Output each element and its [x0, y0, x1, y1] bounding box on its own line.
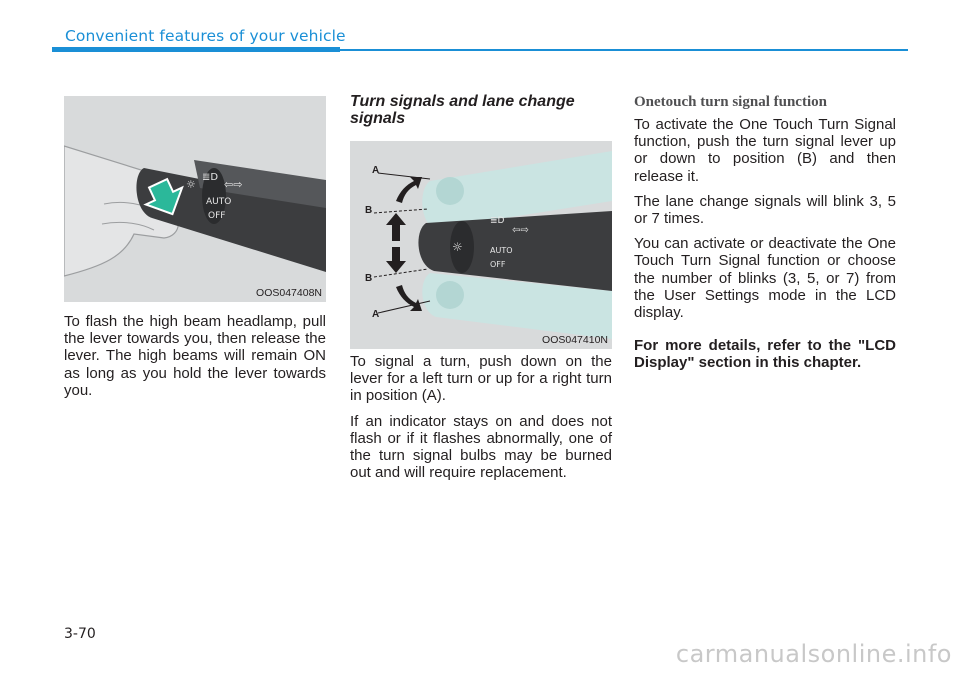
paragraph: You can activate or deactivate the One Touch Turn Signal function or choose the number of blinks (3, 5, or 7) from the User Settings mode in the LCD display. — [634, 235, 896, 322]
turn-signal-illustration — [350, 141, 612, 349]
svg-text:⇦⇨: ⇦⇨ — [512, 225, 529, 236]
svg-text:≣D: ≣D — [202, 172, 219, 183]
column2-text — [350, 353, 612, 489]
high-beam-illustration — [64, 96, 326, 302]
label-a-bottom: A — [372, 309, 380, 320]
page-number: 3-70 — [64, 626, 96, 642]
header-title: Convenient features of your vehicle — [65, 27, 346, 45]
svg-text:≣D: ≣D — [490, 216, 505, 226]
figure-code: OOS047410N — [542, 334, 608, 346]
svg-text:☼: ☼ — [186, 178, 196, 191]
svg-text:OFF: OFF — [490, 260, 506, 269]
column3-text — [634, 116, 896, 380]
svg-text:AUTO: AUTO — [490, 246, 513, 255]
svg-text:AUTO: AUTO — [206, 197, 232, 207]
paragraph: To signal a turn, push down on the lever for a left turn or up for a right turn in position (A). — [350, 353, 612, 405]
paragraph: If an indicator stays on and does not flash or if it flashes abnormally, one of the turn signal bulbs may be burned out and will require replacement. — [350, 412, 612, 482]
label-b-top: B — [365, 205, 373, 216]
header-bar-left — [52, 47, 340, 52]
column1-text — [64, 313, 326, 407]
figure-turn-signals — [350, 141, 612, 349]
label-a-top: A — [372, 165, 380, 176]
header-bar-right — [340, 49, 908, 51]
svg-text:⇦⇨: ⇦⇨ — [224, 178, 243, 191]
figure-high-beam — [64, 96, 326, 302]
paragraph: The lane change signals will blink 3, 5 or 7 times. — [634, 192, 896, 228]
figure-code: OOS047408N — [256, 287, 322, 299]
column2-heading: Turn signals and lane change signals — [350, 93, 575, 127]
label-b-bottom: B — [365, 273, 373, 284]
svg-text:OFF: OFF — [208, 211, 226, 221]
bold-note: For more details, refer to the "LCD Display" section in this chapter. — [634, 337, 896, 372]
svg-text:☼: ☼ — [452, 240, 463, 254]
watermark: carmanualsonline.info — [675, 640, 952, 668]
paragraph: To flash the high beam headlamp, pull the lever towards you, then release the lever. The high beams will remain ON as long as you hold the lever towards you. — [64, 313, 326, 399]
paragraph: To activate the One Touch Turn Signal function, push the turn signal lever up or down to position (B) and then release it. — [634, 116, 896, 185]
column3-heading: Onetouch turn signal function — [634, 94, 827, 110]
